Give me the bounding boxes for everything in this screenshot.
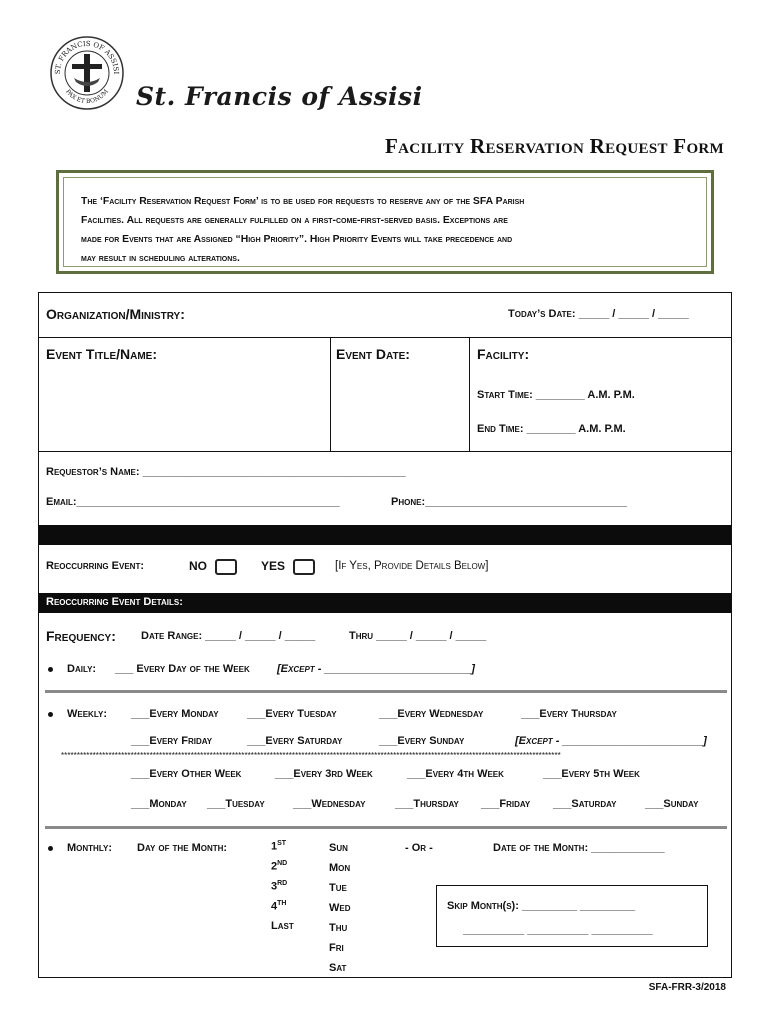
skip-months-box	[436, 885, 708, 947]
day-tue[interactable]: Tue	[329, 882, 347, 894]
weekly-except-field[interactable]: [Except - _______________________]	[515, 735, 707, 747]
daily-every-day-field[interactable]: ___ Every Day of the Week	[115, 663, 250, 675]
requestor-name-field[interactable]: Requestor’s Name: ___________________________________________	[46, 466, 406, 478]
event-title-label: Event Title/Name:	[46, 346, 157, 362]
parish-name: St. Francis of Assisi	[136, 82, 423, 111]
weekly-row	[48, 708, 107, 720]
yes-label: YES	[261, 559, 286, 574]
organization-label: Organization/Ministry:	[46, 306, 185, 322]
day-thu[interactable]: Thu	[329, 922, 348, 934]
form-title: Facility Reservation Request Form	[385, 134, 724, 158]
intro-line: may result in scheduling alterations.	[81, 253, 240, 264]
weekday-tuesday[interactable]: ___Tuesday	[207, 798, 265, 810]
weekday-sunday[interactable]: ___Sunday	[645, 798, 699, 810]
facility-label: Facility:	[477, 346, 530, 362]
details-header-label: Reoccurring Event Details:	[46, 596, 183, 608]
every-other-week[interactable]: ___Every Other Week	[131, 768, 242, 780]
day-fri[interactable]: Fri	[329, 942, 344, 954]
day-of-month-label: Day of the Month:	[137, 842, 228, 854]
section-rule	[45, 826, 727, 829]
bullet-icon	[48, 846, 53, 851]
every-3rd-week[interactable]: ___Every 3rd Week	[275, 768, 373, 780]
weekly-every-friday[interactable]: ___Every Friday	[131, 735, 213, 747]
seal-text-top: ST. FRANCIS OF ASSISI	[53, 39, 121, 75]
day-sun[interactable]: Sun	[329, 842, 348, 854]
skip-months-line2[interactable]: __________ __________ __________	[463, 924, 653, 936]
day-sat[interactable]: Sat	[329, 962, 347, 974]
weekday-wednesday[interactable]: ___Wednesday	[293, 798, 366, 810]
reoccurring-yes-option[interactable]	[261, 559, 315, 575]
daily-except-field[interactable]: [Except - ________________________]	[277, 663, 475, 675]
every-5th-week[interactable]: ___Every 5th Week	[543, 768, 640, 780]
reoccurring-hint: [If Yes, Provide Details Below]	[335, 560, 489, 572]
monthly-label: Monthly:	[67, 842, 112, 854]
weekly-every-wednesday[interactable]: ___Every Wednesday	[379, 708, 484, 720]
intro-line: The ‘Facility Reservation Request Form’ is to be used for requests to reserve any of the SFA Parish	[81, 196, 525, 207]
email-field[interactable]: Email:___________________________________________	[46, 496, 340, 508]
weekly-label: Weekly:	[67, 708, 107, 720]
details-header-bar	[39, 593, 731, 613]
separator-stars: **************************************************************************************************************************************************************	[61, 751, 561, 760]
todays-date-field[interactable]: Today’s Date: _____ / _____ / _____	[508, 308, 689, 320]
ordinal-2nd[interactable]: 2ND	[271, 860, 288, 873]
parish-seal-logo	[48, 34, 126, 112]
ordinal-1st[interactable]: 1ST	[271, 840, 287, 853]
skip-months-field[interactable]: Skip Month(s): _________ _________	[447, 900, 636, 912]
no-checkbox[interactable]	[215, 559, 237, 575]
weekly-every-saturday[interactable]: ___Every Saturday	[247, 735, 343, 747]
seal-text-bottom: PAX ET BONUM	[64, 88, 110, 106]
intro-line: made for Events that are Assigned “High Priority”. High Priority Events will take precedence and	[81, 234, 513, 245]
date-range-field[interactable]: Date Range: _____ / _____ / _____	[141, 630, 316, 642]
reservation-form	[38, 292, 732, 978]
or-separator: - Or -	[405, 842, 433, 854]
every-4th-week[interactable]: ___Every 4th Week	[407, 768, 504, 780]
no-label: NO	[189, 559, 207, 574]
weekday-thursday[interactable]: ___Thursday	[395, 798, 459, 810]
weekly-every-monday[interactable]: ___Every Monday	[131, 708, 219, 720]
phone-field[interactable]: Phone:_________________________________	[391, 496, 627, 508]
monthly-row	[48, 842, 112, 854]
reoccurring-event-label: Reoccurring Event:	[46, 560, 145, 572]
reoccurring-no-option[interactable]	[189, 559, 237, 575]
weekly-every-thursday[interactable]: ___Every Thursday	[521, 708, 617, 720]
thru-field[interactable]: Thru _____ / _____ / _____	[349, 630, 487, 642]
ordinal-last[interactable]: Last	[271, 920, 294, 932]
weekday-monday[interactable]: ___Monday	[131, 798, 187, 810]
start-time-field[interactable]: Start Time: ________ A.M. P.M.	[477, 389, 635, 401]
weekly-every-sunday[interactable]: ___Every Sunday	[379, 735, 465, 747]
weekly-every-tuesday[interactable]: ___Every Tuesday	[247, 708, 337, 720]
daily-label: Daily:	[67, 663, 97, 675]
ordinal-4th[interactable]: 4TH	[271, 900, 287, 913]
intro-text	[63, 177, 707, 267]
weekday-saturday[interactable]: ___Saturday	[553, 798, 617, 810]
intro-line: Facilities. All requests are generally fulfilled on a first-come-first-served basis. Exceptions are	[81, 215, 508, 226]
day-wed[interactable]: Wed	[329, 902, 351, 914]
date-of-month-field[interactable]: Date of the Month: ____________	[493, 842, 665, 854]
form-code: SFA-FRR-3/2018	[648, 982, 726, 993]
daily-row	[48, 663, 96, 675]
end-time-field[interactable]: End Time: ________ A.M. P.M.	[477, 423, 626, 435]
intro-box	[56, 170, 714, 274]
section-divider-bar	[39, 525, 731, 545]
bullet-icon	[48, 667, 53, 672]
section-rule	[45, 690, 727, 693]
frequency-label: Frequency:	[46, 628, 116, 644]
event-date-label: Event Date:	[336, 346, 410, 362]
yes-checkbox[interactable]	[293, 559, 315, 575]
weekday-friday[interactable]: ___Friday	[481, 798, 531, 810]
ordinal-3rd[interactable]: 3RD	[271, 880, 288, 893]
bullet-icon	[48, 712, 53, 717]
day-mon[interactable]: Mon	[329, 862, 351, 874]
